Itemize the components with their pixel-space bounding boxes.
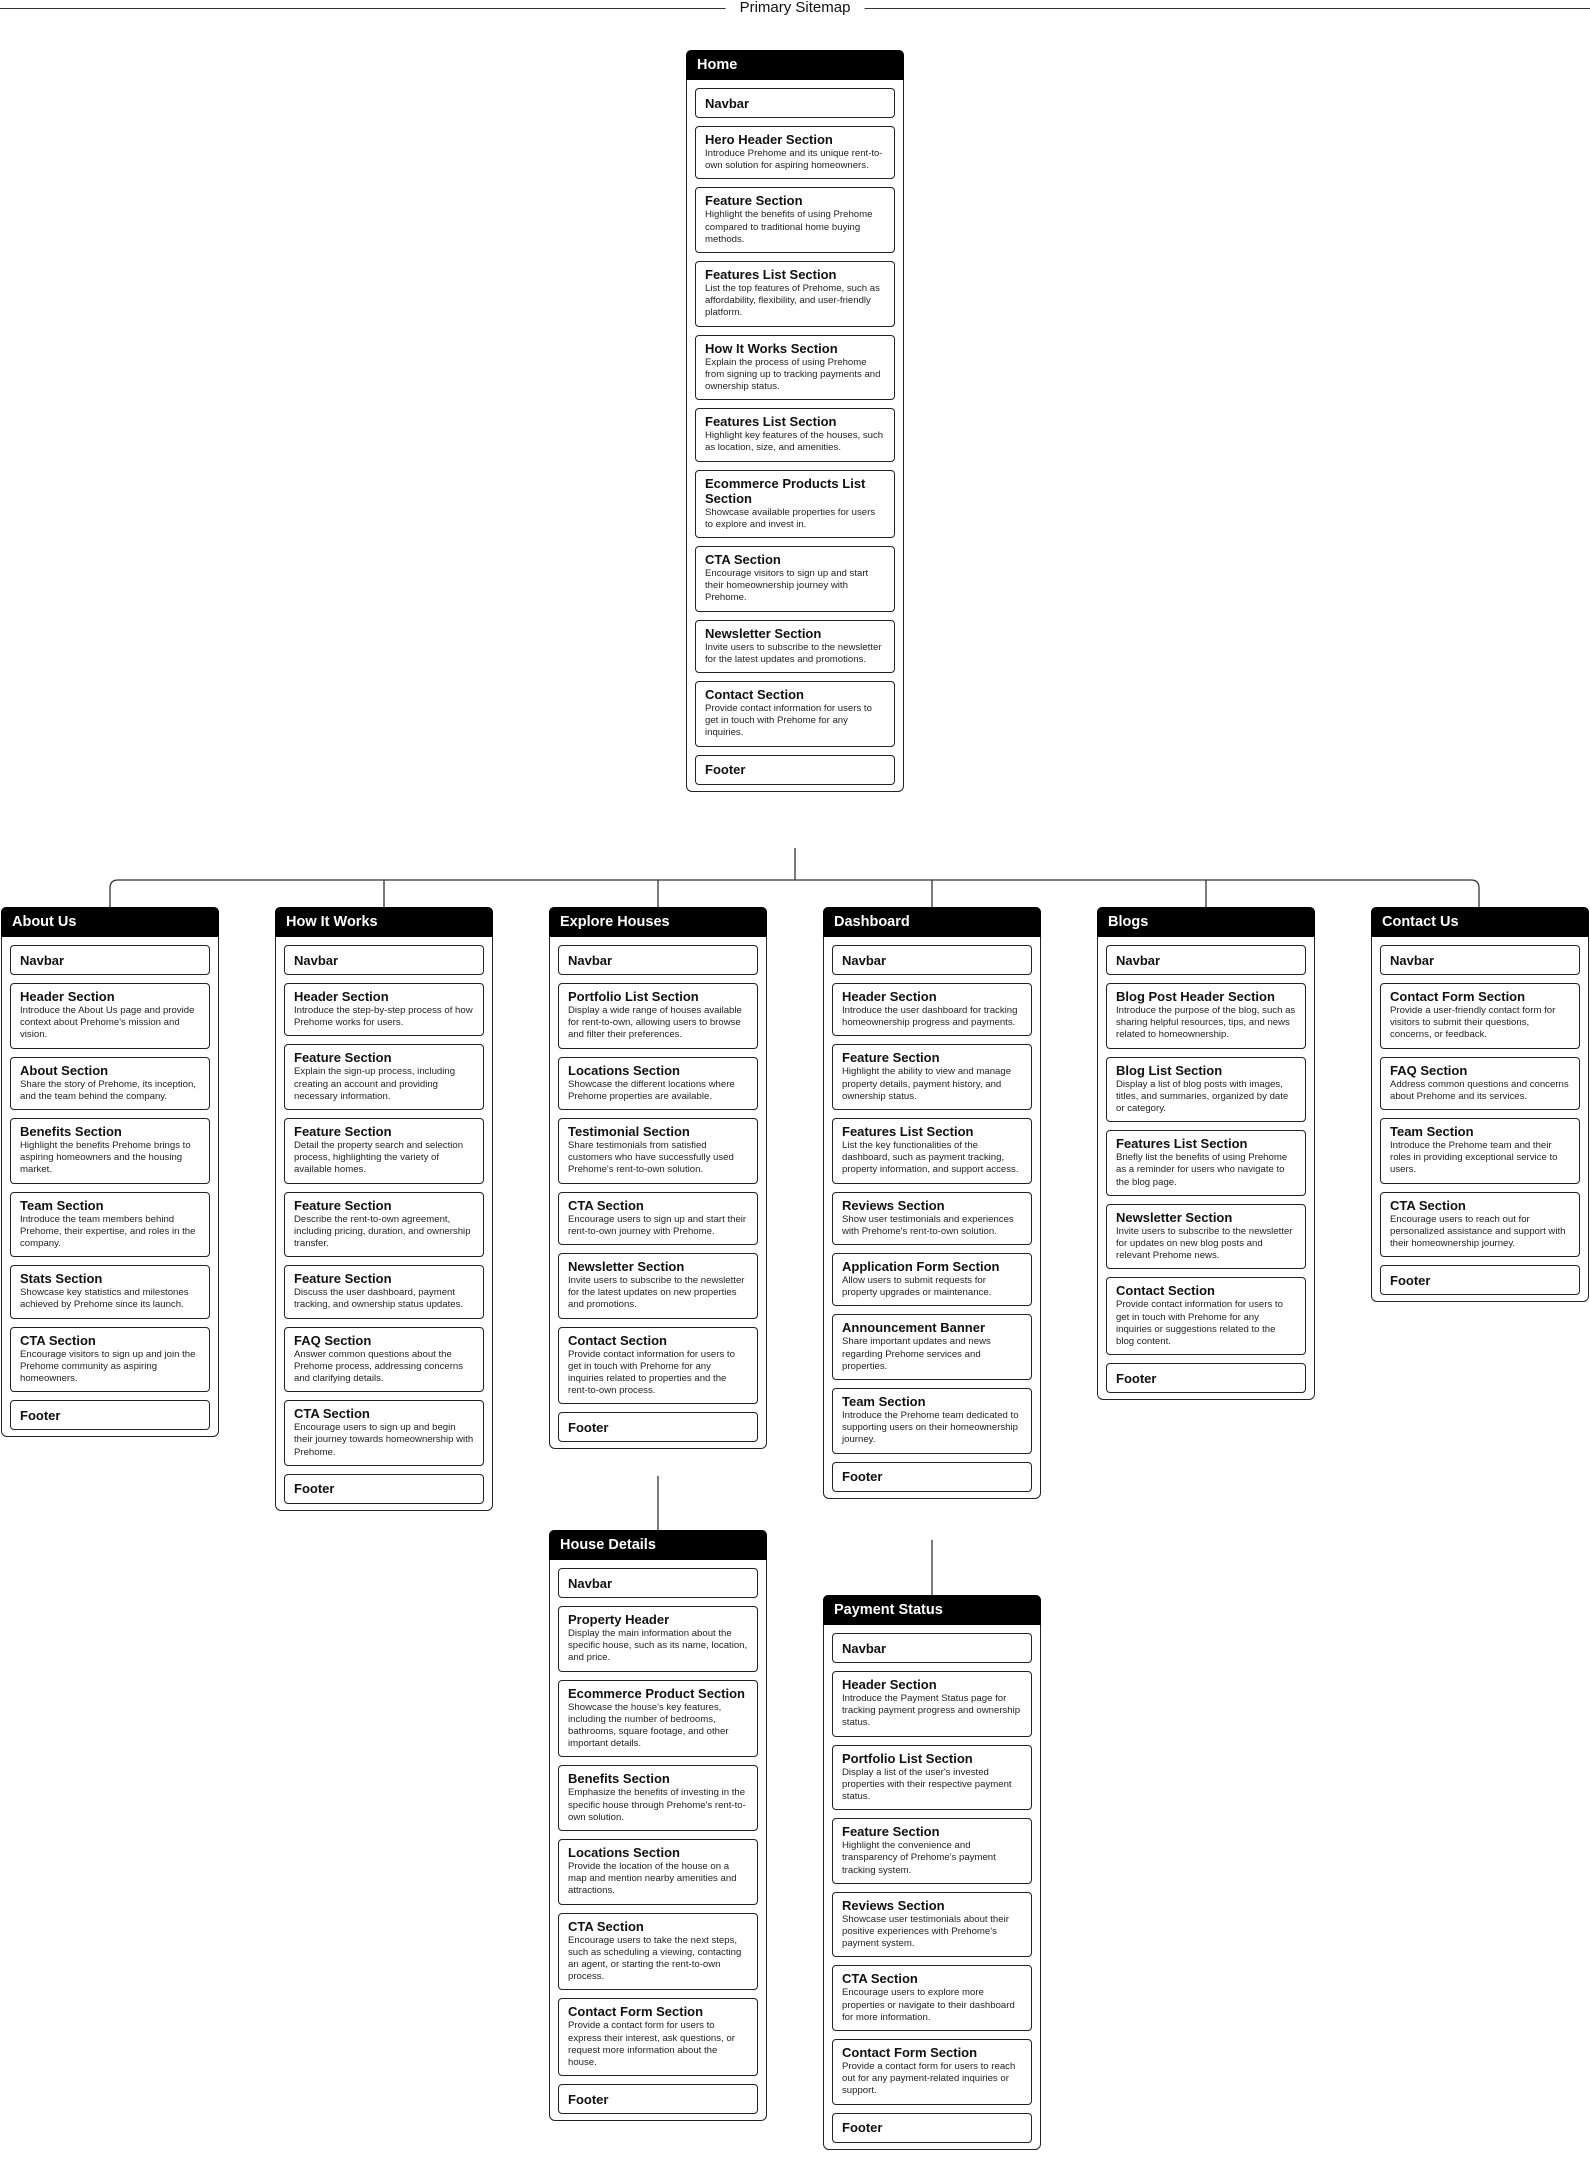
- section-description: Introduce the purpose of the blog, such as sharing helpful resources, tips, and news related to homeownership.: [1116, 1005, 1296, 1041]
- section-title: Team Section: [842, 1394, 926, 1410]
- section-description: Introduce the team members behind Prehome, their expertise, and roles in the company.: [20, 1213, 196, 1250]
- section-title: CTA Section: [568, 1197, 644, 1213]
- section-description: Invite users to subscribe to the newsletter for the latest updates on new properties and promotions.: [568, 1275, 745, 1311]
- section-title: Reviews Section: [842, 1197, 945, 1213]
- section-box: [284, 1474, 484, 1504]
- section-description: Allow users to submit requests for property upgrades or maintenance.: [842, 1275, 992, 1299]
- section-title: Footer: [1390, 1272, 1431, 1288]
- section-title: Contact Section: [568, 1332, 667, 1348]
- section-title: Header Section: [294, 989, 389, 1004]
- section-box: [558, 1680, 758, 1758]
- section-title: Feature Section: [294, 1124, 392, 1140]
- section-box: [558, 1913, 758, 1991]
- section-title: Testimonial Section: [568, 1124, 690, 1140]
- section-description: Describe the rent-to-own agreement, including pricing, duration, and ownership transfer.: [294, 1213, 471, 1250]
- section-box: [695, 261, 895, 327]
- section-title: Team Section: [20, 1197, 104, 1213]
- section-title: Application Form Section: [842, 1259, 1000, 1275]
- page-card-house-details: [549, 1530, 767, 2121]
- section-title: CTA Section: [20, 1332, 96, 1348]
- section-list: [824, 1625, 1040, 2149]
- section-box: [832, 1745, 1032, 1811]
- section-title: CTA Section: [705, 552, 781, 568]
- section-title: Footer: [568, 1419, 609, 1435]
- section-list: [2, 937, 218, 1436]
- section-title: Newsletter Section: [568, 1259, 685, 1275]
- section-box: [284, 1118, 484, 1184]
- section-description: Emphasize the benefits of investing in the specific house through Prehome's rent-to-own solution.: [568, 1787, 746, 1823]
- section-title: Feature Section: [294, 1050, 392, 1066]
- section-title: About Section: [20, 1062, 109, 1078]
- section-box: [695, 88, 895, 118]
- section-title: Contact Section: [705, 687, 804, 703]
- section-box: [695, 755, 895, 785]
- page-card-payment-status: [823, 1595, 1041, 2150]
- page-card-title: Home: [686, 50, 904, 80]
- section-title: CTA Section: [568, 1918, 644, 1934]
- section-box: [558, 1568, 758, 1598]
- section-description: Showcase the house's key features, including the number of bedrooms, bathrooms, square footage, and other important details.: [568, 1701, 729, 1750]
- section-box: [695, 681, 895, 747]
- section-title: Footer: [705, 762, 746, 778]
- section-description: Provide contact information for users to get in touch with Prehome for any inquiries related to properties and the rent-to-own process.: [568, 1348, 735, 1397]
- section-description: Introduce the step-by-step process of how Prehome works for users.: [294, 1005, 473, 1029]
- section-title: Navbar: [842, 1640, 887, 1656]
- section-description: Introduce the Payment Status page for tracking payment progress and ownership status.: [842, 1693, 1021, 1729]
- section-description: Highlight the ability to view and manage property details, payment history, and ownership status.: [842, 1066, 1012, 1102]
- section-box: [10, 1118, 210, 1184]
- section-description: Encourage users to explore more properties or navigate to their dashboard for more information.: [842, 1987, 1015, 2023]
- section-box: [695, 335, 895, 401]
- section-title: Contact Section: [1116, 1283, 1215, 1299]
- section-box: [558, 1998, 758, 2076]
- page-card-title: Contact Us: [1371, 907, 1589, 937]
- section-title: Contact Form Section: [1390, 989, 1526, 1004]
- section-box: [1106, 1130, 1306, 1196]
- section-box: [284, 1192, 484, 1258]
- connector-level1-bus: [110, 880, 1479, 907]
- page-card-title: House Details: [549, 1530, 767, 1560]
- section-box: [558, 1839, 758, 1905]
- section-title: FAQ Section: [1390, 1062, 1468, 1078]
- section-box: [832, 1388, 1032, 1454]
- section-box: [1380, 1118, 1580, 1184]
- section-title: Footer: [1116, 1370, 1157, 1386]
- page-card-title: Explore Houses: [549, 907, 767, 937]
- page-card-title: Payment Status: [823, 1595, 1041, 1625]
- section-list: [550, 937, 766, 1448]
- section-box: [1106, 1057, 1306, 1123]
- section-box: [695, 620, 895, 673]
- section-list: [824, 937, 1040, 1498]
- section-title: Features List Section: [1116, 1136, 1248, 1152]
- section-title: Feature Section: [705, 193, 803, 209]
- section-description: Introduce the Prehome team and their roles in providing exceptional service to users.: [1390, 1140, 1558, 1176]
- section-box: [10, 1400, 210, 1430]
- section-box: [558, 1765, 758, 1831]
- section-description: Provide contact information for users to get in touch with Prehome for any inquiries.: [705, 703, 872, 739]
- section-title: Features List Section: [842, 1124, 974, 1140]
- section-description: Share important updates and news regarding Prehome services and properties.: [842, 1336, 991, 1372]
- section-title: Feature Section: [842, 1050, 940, 1066]
- section-box: [832, 2113, 1032, 2143]
- section-title: Contact Form Section: [568, 2004, 704, 2020]
- section-title: Reviews Section: [842, 1897, 945, 1913]
- section-box: [284, 945, 484, 975]
- section-title: CTA Section: [1390, 1197, 1466, 1213]
- page-card-how-it-works: [275, 907, 493, 1511]
- section-box: [695, 187, 895, 253]
- section-title: Navbar: [705, 95, 750, 111]
- section-description: Address common questions and concerns about Prehome and its services.: [1390, 1078, 1569, 1102]
- section-box: [10, 983, 210, 1049]
- section-title: Footer: [842, 2120, 883, 2136]
- section-box: [10, 1265, 210, 1318]
- section-title: Navbar: [20, 952, 65, 968]
- section-description: Encourage users to sign up and start their rent-to-own journey with Prehome.: [568, 1213, 747, 1237]
- section-box: [832, 1253, 1032, 1306]
- section-description: Highlight key features of the houses, such as location, size, and amenities.: [705, 430, 884, 454]
- section-box: [1106, 1363, 1306, 1393]
- section-box: [284, 1400, 484, 1466]
- section-box: [558, 1327, 758, 1405]
- section-box: [832, 1671, 1032, 1737]
- section-list: [276, 937, 492, 1510]
- section-description: Highlight the benefits of using Prehome compared to traditional home buying methods.: [705, 209, 873, 245]
- section-title: CTA Section: [842, 1971, 918, 1987]
- section-description: Explain the process of using Prehome from signing up to tracking payments and ownership status.: [705, 356, 881, 393]
- section-box: [832, 1462, 1032, 1492]
- section-description: Detail the property search and selection process, highlighting the variety of available homes.: [294, 1140, 464, 1176]
- section-box: [10, 1192, 210, 1258]
- section-box: [832, 1314, 1032, 1380]
- section-box: [832, 1192, 1032, 1245]
- section-box: [695, 470, 895, 538]
- section-description: Invite users to subscribe to the newsletter for updates on new blog posts and relevant Prehome news.: [1116, 1225, 1293, 1262]
- section-title: Team Section: [1390, 1124, 1474, 1140]
- section-box: [10, 1327, 210, 1393]
- page-card-title: Dashboard: [823, 907, 1041, 937]
- section-description: Invite users to subscribe to the newsletter for the latest updates and promotions.: [705, 641, 882, 665]
- section-title: Footer: [568, 2091, 609, 2107]
- section-description: Briefly list the benefits of using Prehome as a reminder for users who navigate to the blog page.: [1116, 1152, 1288, 1188]
- section-title: Navbar: [568, 1575, 613, 1591]
- section-title: Benefits Section: [20, 1124, 122, 1140]
- section-box: [1380, 1057, 1580, 1110]
- section-title: How It Works Section: [705, 340, 838, 356]
- section-box: [284, 1327, 484, 1393]
- section-description: Showcase the different locations where Prehome properties are available.: [568, 1078, 735, 1102]
- section-description: Provide a user-friendly contact form for visitors to submit their questions, concerns, or feedback.: [1390, 1005, 1556, 1041]
- section-title: Footer: [842, 1469, 883, 1485]
- section-box: [558, 2084, 758, 2114]
- section-title: Features List Section: [705, 414, 837, 430]
- section-title: Benefits Section: [568, 1771, 670, 1787]
- section-title: Navbar: [842, 952, 887, 968]
- section-box: [284, 1265, 484, 1318]
- section-box: [832, 2039, 1032, 2105]
- section-title: Feature Section: [294, 1197, 392, 1213]
- section-box: [695, 408, 895, 461]
- section-box: [558, 1253, 758, 1319]
- section-box: [832, 1044, 1032, 1110]
- section-list: [1098, 937, 1314, 1399]
- section-box: [1106, 945, 1306, 975]
- section-box: [10, 945, 210, 975]
- section-list: [1372, 937, 1588, 1301]
- section-description: Highlight the benefits Prehome brings to aspiring homeowners and the housing market.: [20, 1140, 191, 1176]
- section-box: [558, 1057, 758, 1110]
- section-description: Explain the sign-up process, including creating an account and providing necessary information.: [294, 1066, 456, 1102]
- section-description: Introduce the Prehome team dedicated to supporting users on their homeownership journey.: [842, 1410, 1019, 1446]
- section-description: List the top features of Prehome, such as affordability, flexibility, and user-friendly platform.: [705, 283, 880, 319]
- section-title: Ecommerce Product Section: [568, 1685, 745, 1701]
- section-box: [1380, 1265, 1580, 1295]
- page-card-title: Blogs: [1097, 907, 1315, 937]
- section-box: [832, 1633, 1032, 1663]
- section-description: Encourage visitors to sign up and join the Prehome community as aspiring homeowners.: [20, 1348, 196, 1385]
- section-description: Display a list of the user's invested properties with their respective payment status.: [842, 1766, 1012, 1803]
- section-description: Provide contact information for users to get in touch with Prehome for any inquiries or suggestions related to the blog content.: [1116, 1299, 1283, 1348]
- section-description: Introduce Prehome and its unique rent-to-own solution for aspiring homeowners.: [705, 148, 883, 172]
- section-box: [1380, 1192, 1580, 1258]
- section-description: Encourage users to sign up and begin their journey towards homeownership with Prehome.: [294, 1422, 474, 1458]
- section-title: Portfolio List Section: [568, 989, 699, 1004]
- section-description: Introduce the user dashboard for tracking homeownership progress and payments.: [842, 1005, 1018, 1029]
- section-box: [832, 983, 1032, 1036]
- section-description: Showcase available properties for users to explore and invest in.: [705, 506, 876, 530]
- page-card-about-us: [1, 907, 219, 1437]
- section-description: Display a list of blog posts with images, titles, and summaries, organized by date or category.: [1116, 1078, 1289, 1115]
- section-description: Showcase user testimonials about their positive experiences with Prehome's payment system.: [842, 1913, 1009, 1950]
- section-title: Locations Section: [568, 1845, 680, 1861]
- section-description: Display a wide range of houses available for rent-to-own, allowing users to browse and filter their preferences.: [568, 1005, 742, 1041]
- page-card-explore-houses: [549, 907, 767, 1449]
- section-description: Share testimonials from satisfied customers who have successfully used Prehome's rent-to-own solution.: [568, 1140, 734, 1176]
- section-box: [558, 1192, 758, 1245]
- section-description: Show user testimonials and experiences with Prehome's rent-to-own solution.: [842, 1213, 1014, 1237]
- section-box: [832, 1818, 1032, 1884]
- section-description: Provide the location of the house on a map and mention nearby amenities and attractions.: [568, 1861, 737, 1897]
- section-description: Share the story of Prehome, its inception, and the team behind the company.: [20, 1078, 196, 1102]
- section-box: [284, 1044, 484, 1110]
- section-description: Introduce the About Us page and provide context about Prehome's mission and vision.: [20, 1005, 195, 1041]
- section-title: Header Section: [842, 1677, 937, 1692]
- section-description: Encourage visitors to sign up and start their homeownership journey with Prehome.: [705, 568, 869, 604]
- section-title: Navbar: [294, 952, 339, 968]
- section-title: Stats Section: [20, 1271, 103, 1287]
- section-title: Announcement Banner: [842, 1320, 986, 1336]
- section-box: [284, 983, 484, 1036]
- section-box: [1106, 1277, 1306, 1355]
- section-title: CTA Section: [294, 1406, 370, 1422]
- section-description: Encourage users to reach out for personalized assistance and support with their homeownership journey.: [1390, 1213, 1566, 1250]
- page-card-title: How It Works: [275, 907, 493, 937]
- section-description: Discuss the user dashboard, payment tracking, and ownership status updates.: [294, 1287, 464, 1311]
- section-title: Features List Section: [705, 267, 837, 283]
- section-box: [832, 1965, 1032, 2031]
- section-box: [1106, 1204, 1306, 1270]
- section-title: Hero Header Section: [705, 132, 833, 147]
- section-box: [832, 1118, 1032, 1184]
- section-description: Display the main information about the specific house, such as its name, location, and price.: [568, 1628, 748, 1664]
- section-box: [1106, 983, 1306, 1049]
- section-box: [695, 546, 895, 612]
- section-title: Navbar: [1116, 952, 1161, 968]
- section-description: List the key functionalities of the dashboard, such as payment tracking, property information, and support access.: [842, 1140, 1019, 1176]
- section-list: [550, 1560, 766, 2120]
- section-box: [558, 945, 758, 975]
- section-box: [695, 126, 895, 179]
- section-title: Navbar: [568, 952, 613, 968]
- section-title: Footer: [294, 1481, 335, 1497]
- section-title: FAQ Section: [294, 1332, 372, 1348]
- section-description: Answer common questions about the Prehome process, addressing concerns and clarifying details.: [294, 1348, 464, 1385]
- section-box: [1380, 983, 1580, 1049]
- section-description: Provide a contact form for users to reach out for any payment-related inquiries or support.: [842, 2061, 1016, 2097]
- page-card-home: [686, 50, 904, 792]
- section-description: Provide a contact form for users to express their interest, ask questions, or request more information about the house.: [568, 2020, 735, 2069]
- section-title: Blog Post Header Section: [1116, 989, 1275, 1004]
- section-description: Showcase key statistics and milestones achieved by Prehome since its launch.: [20, 1287, 189, 1311]
- section-box: [832, 945, 1032, 975]
- section-title: Navbar: [1390, 952, 1435, 968]
- section-box: [558, 1606, 758, 1672]
- section-title: Header Section: [20, 989, 115, 1004]
- page-card-dashboard: [823, 907, 1041, 1499]
- section-title: Portfolio List Section: [842, 1750, 973, 1766]
- section-title: Property Header: [568, 1612, 670, 1627]
- section-title: Feature Section: [842, 1824, 940, 1840]
- section-title: Locations Section: [568, 1062, 680, 1078]
- section-title: Footer: [20, 1407, 61, 1423]
- section-title: Contact Form Section: [842, 2045, 978, 2061]
- page-card-title: About Us: [1, 907, 219, 937]
- section-box: [10, 1057, 210, 1110]
- section-box: [558, 1412, 758, 1442]
- section-description: Highlight the convenience and transparency of Prehome's payment tracking system.: [842, 1840, 996, 1876]
- section-title: Feature Section: [294, 1271, 392, 1287]
- section-title: Newsletter Section: [1116, 1209, 1233, 1225]
- section-box: [1380, 945, 1580, 975]
- section-description: Encourage users to take the next steps, such as scheduling a viewing, contacting an agent, or starting the rent-to-own process.: [568, 1934, 742, 1983]
- section-title: Newsletter Section: [705, 625, 822, 641]
- section-list: [687, 80, 903, 791]
- section-box: [558, 1118, 758, 1184]
- page-title: Primary Sitemap: [726, 0, 865, 16]
- page-card-contact-us: [1371, 907, 1589, 1302]
- section-title: Header Section: [842, 989, 937, 1004]
- section-box: [832, 1892, 1032, 1958]
- page-card-blogs: [1097, 907, 1315, 1400]
- section-box: [558, 983, 758, 1049]
- section-title: Blog List Section: [1116, 1062, 1223, 1078]
- section-title: Ecommerce Products List Section: [705, 475, 866, 506]
